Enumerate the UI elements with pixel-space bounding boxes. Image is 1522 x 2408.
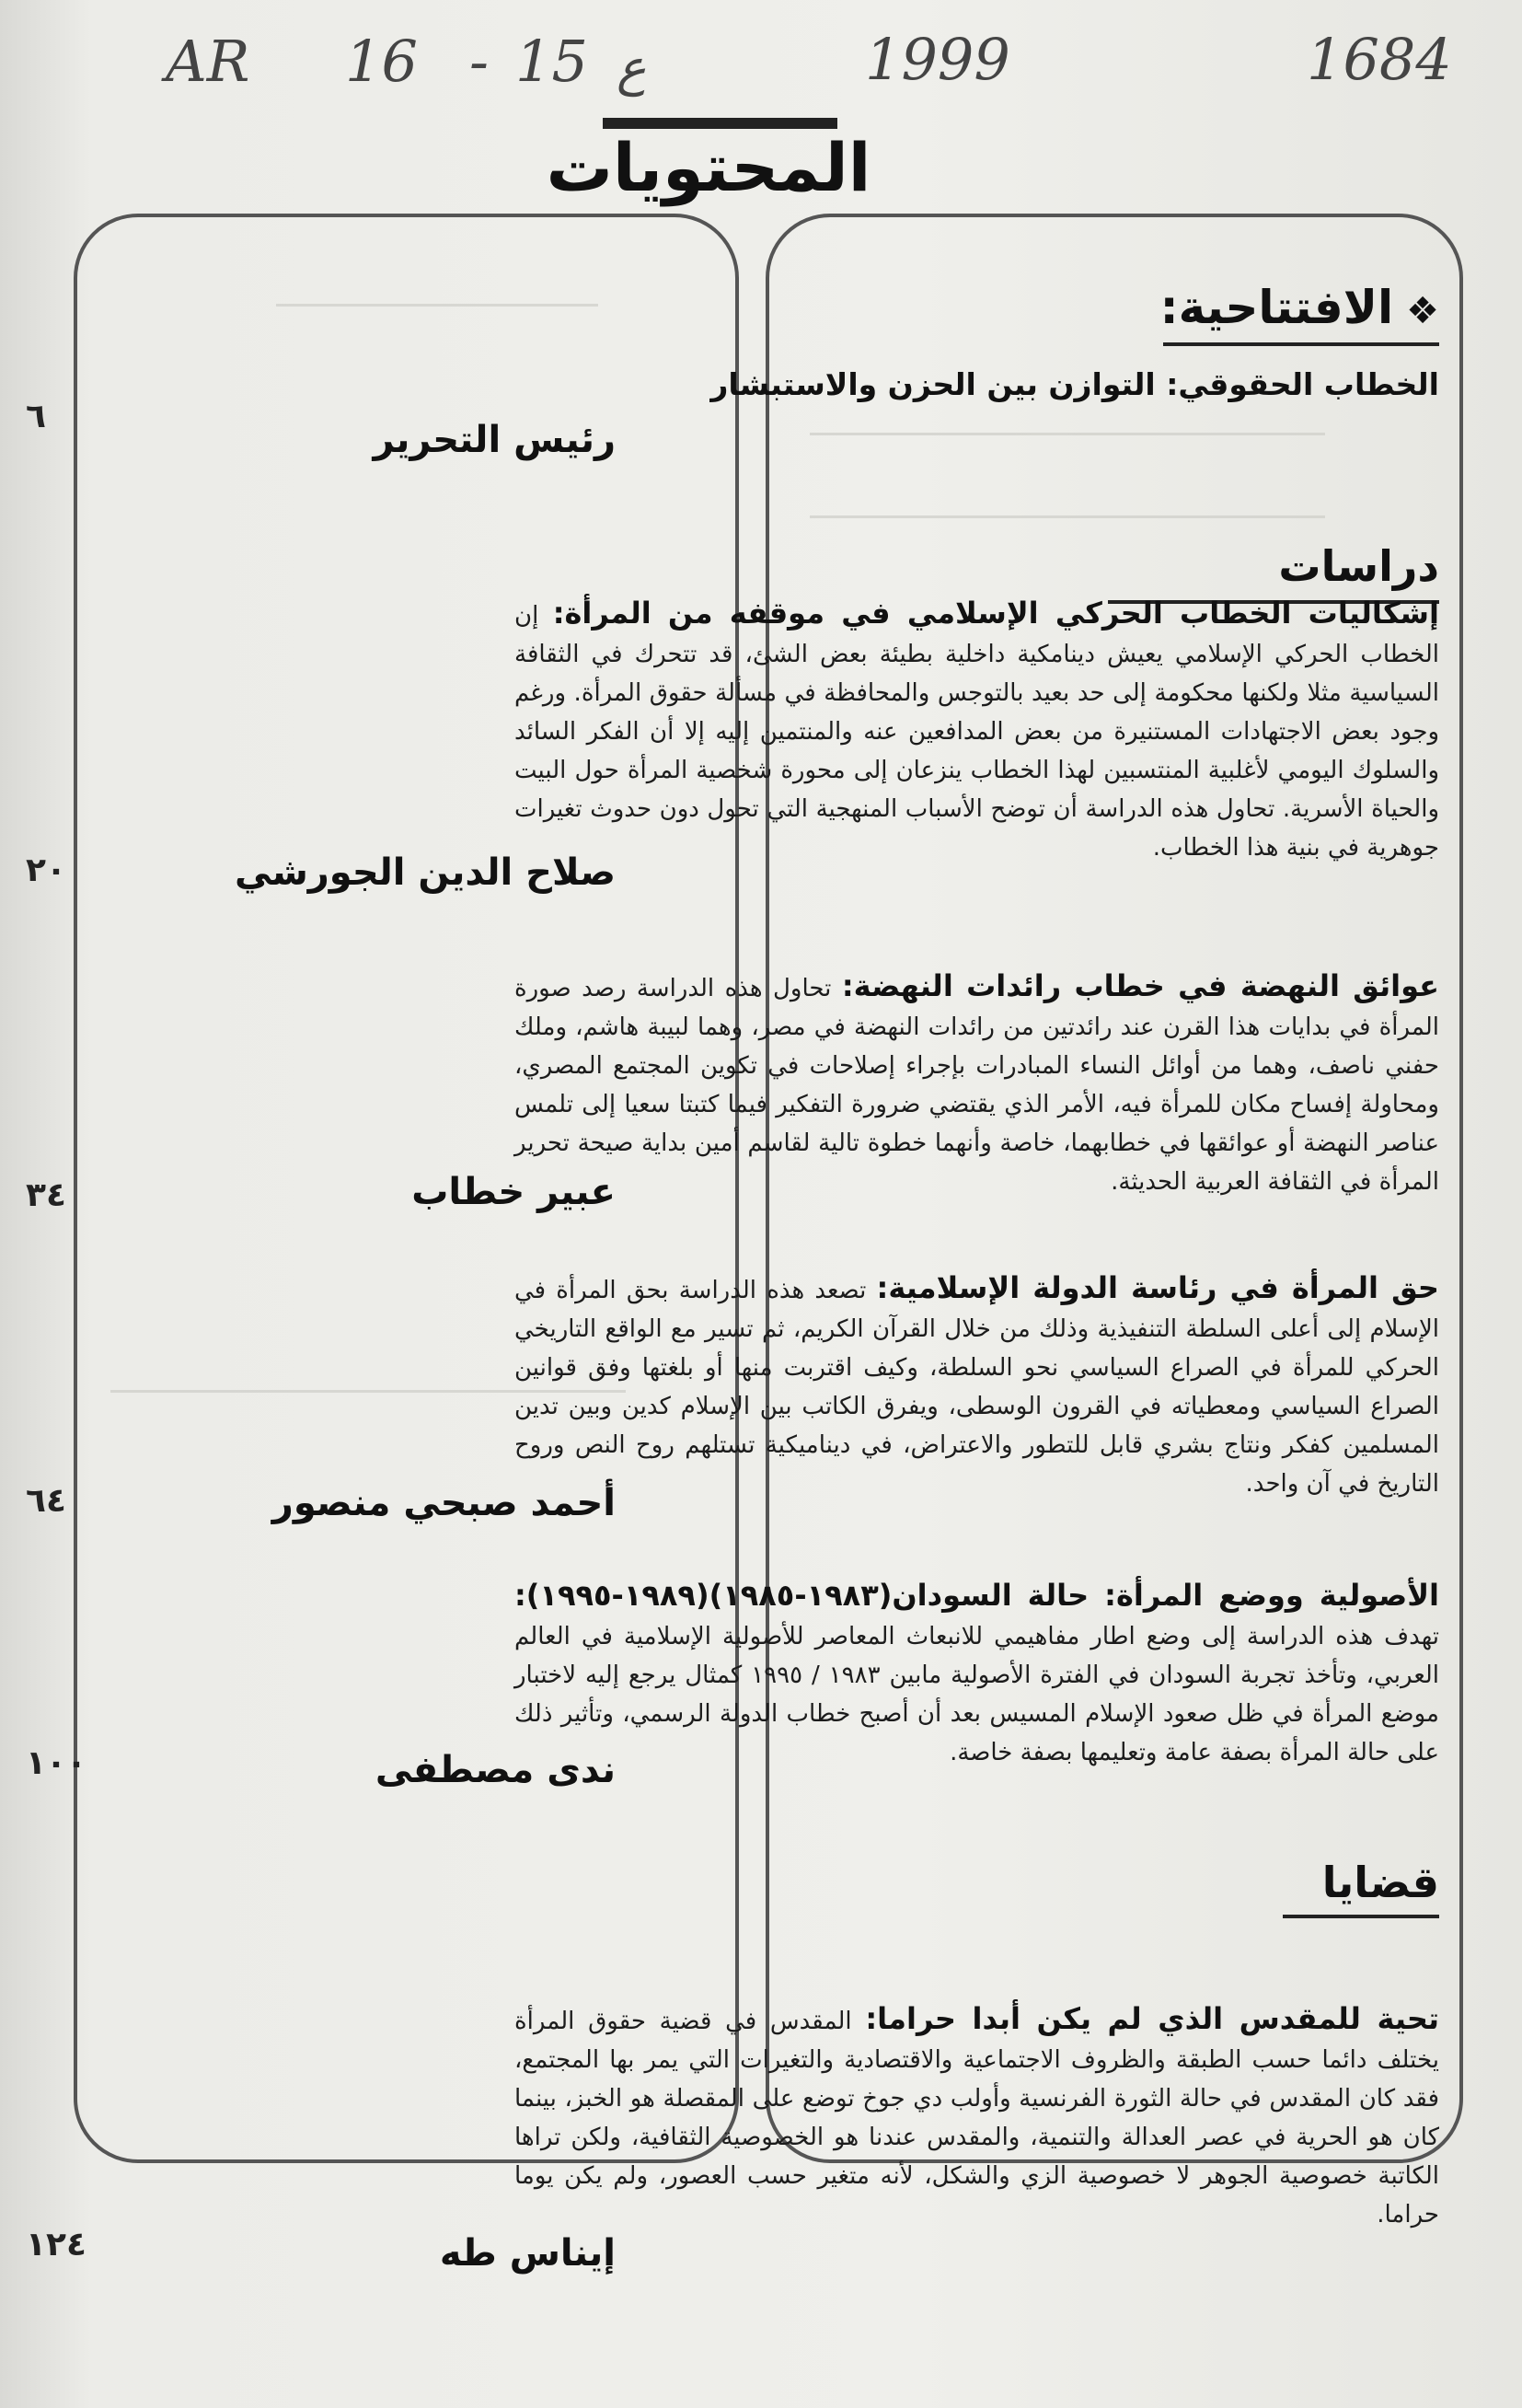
toc-author: ندى مصطفى [375, 1749, 616, 1791]
toc-entry [514, 1268, 1439, 1503]
section-opening [1160, 281, 1439, 334]
handwritten-date-arabic: ع [617, 39, 647, 97]
toc-page-number: ٦ [26, 398, 46, 435]
toc-entry-title: إشكاليات الخطاب الحركي الإسلامي في موقفه من المرأة: [552, 596, 1439, 631]
page-title: المحتويات [546, 129, 871, 206]
toc-entry [514, 1576, 1439, 1772]
toc-author: أحمد صبحي منصور [271, 1482, 616, 1524]
handwritten-year: 1999 [865, 26, 1010, 93]
diamond-bullet-icon: ❖ [1406, 290, 1439, 332]
toc-page-number: ٣٤ [26, 1176, 66, 1214]
toc-author: صلاح الدين الجورشي [234, 851, 616, 894]
toc-entry-title: الأصولية ووضع المرأة: حالة السودان(١٩٨٣-١٩٨٥)(١٩٨٩-١٩٩٥): [514, 1578, 1439, 1613]
section-studies: دراسات [1278, 541, 1439, 591]
toc-entry-title: حق المرأة في رئاسة الدولة الإسلامية: [876, 1270, 1439, 1305]
toc-entry [514, 594, 1439, 867]
show-through-mark [810, 433, 1325, 435]
toc-entry-summary: إن الخطاب الحركي الإسلامي يعيش دينامكية داخلية بطيئة بعض الشئ، قد تتحرك في الثقافة السياسية مثلا ولكنها محكومة إلى حد بعيد بالتوجس والمحافظة في مسألة حقوق المرأة. ورغم وجود بعض الاجتهادات المستنيرة من بعض المدافعين عنه والمنتمين إليه إلا أن الفكر السائد والسلوك اليومي لأغلبية المنتسبين لهذا الخطاب ينزعان إلى محورة شخصية المرأة حول البيت والحياة الأسرية. تحاول هذه الدراسة أن توضح الأسباب المنهجية التي تحول دون حدوث تغيرات جوهرية في بنية هذا الخطاب. [514, 602, 1439, 862]
opening-subtitle: الخطاب الحقوقي: التوازن بين الحزن والاستبشار [710, 366, 1439, 402]
handwritten-date-part1: 16 [345, 28, 418, 95]
section-underline [1163, 342, 1439, 346]
toc-entry-summary: تهدف هذه الدراسة إلى وضع اطار مفاهيمي للانبعاث المعاصر للأصولية الإسلامية في العالم العربي، وتأخذ تجربة السودان في الفترة الأصولية مابين ١٩٨٣ / ١٩٩٥ كمثال يرجع إليه لاختبار موضع المرأة في ظل صعود الإسلام المسيس بعد أن أصبح خطاب الدولة الرسمي، وتأثير ذلك على حالة المرأة بصفة عامة وتعليمها بصفة خاصة. [514, 1623, 1440, 1766]
handwritten-date-part2: 15 [515, 28, 588, 95]
toc-entry [514, 1999, 1439, 2234]
toc-author: رئيس التحرير [373, 419, 616, 461]
handwritten-date-dash: - [469, 28, 489, 95]
show-through-mark [810, 515, 1325, 518]
title-bar [603, 118, 837, 129]
toc-entry [514, 967, 1439, 1201]
handwritten-code-left: AR [166, 28, 250, 95]
toc-entry-title: تحية للمقدس الذي لم يكن أبدا حراما: [865, 2001, 1439, 2036]
toc-author: إيناس طه [439, 2232, 616, 2275]
section-issues: قضايا [1321, 1858, 1439, 1907]
toc-page-number: ١٠٠ [26, 1744, 86, 1782]
toc-entry-title: عوائق النهضة في خطاب رائدات النهضة: [841, 968, 1439, 1003]
section-underline [1283, 1915, 1439, 1918]
toc-entry-summary: المقدس في قضية حقوق المرأة يختلف دائما حسب الطبقة والظروف الاجتماعية والاقتصادية والتغيرات التي يمر بها المجتمع، فقد كان المقدس في حالة الثورة الفرنسية وأولب دي جوخ توضع على المقصلة هو الخبز، بينما كان هو الحرية في عصر العدالة والتنمية، والمقدس عندنا هو الخصوصية الثقافية، ولكن تراها الكاتبة خصوصية الجوهر لا خصوصية الزي والشكل، لأنه متغير حسب العصور، ولم يكن يوما حراما. [514, 2008, 1439, 2229]
handwritten-code-right: 1684 [1307, 26, 1452, 93]
toc-page-number: ٦٤ [26, 1482, 66, 1520]
toc-page-number: ٢٠ [26, 851, 66, 889]
toc-page-number: ١٢٤ [26, 2226, 86, 2263]
section-opening-label: الافتتاحية: [1159, 281, 1394, 334]
toc-entry-summary: تصعد هذه الدراسة بحق المرأة في الإسلام إلى أعلى السلطة التنفيذية وذلك من خلال القرآن الكريم، ثم تسير مع الواقع التاريخي الحركي للمرأة في الصراع السياسي نحو السلطة، وكيف اقتربت منها أو بلغتها وفق قوانين الصراع السياسي ومعطياته في القرون الوسطى، ويفرق الكاتب بين الإسلام كدين وبين تدين المسلمين كفكر ونتاج بشري قابل للتطور والاعتراض، في ديناميكية تستلهم روح النص وروح التاريخ في آن واحد. [514, 1277, 1439, 1498]
toc-entry-summary: تحاول هذه الدراسة رصد صورة المرأة في بدايات هذا القرن عند رائدتين من رائدات النهضة في مصر، وهما لبيبة هاشم، وملك حفني ناصف، وهما من أوائل النساء المبادرات بإجراء إصلاحات في تكوين المجتمع المصري، ومحاولة إفساح مكان للمرأة فيه، الأمر الذي يقتضي ضرورة التفكير فيما كتبتا سعيا إلى تلمس عناصر النهضة أو عوائقها في خطابهما، خاصة وأنهما خطوة تالية لقاسم أمين بداية صيحة تحرير المرأة في الثقافة العربية الحديثة. [514, 975, 1439, 1196]
show-through-mark [276, 304, 598, 307]
toc-author: عبير خطاب [411, 1171, 616, 1213]
